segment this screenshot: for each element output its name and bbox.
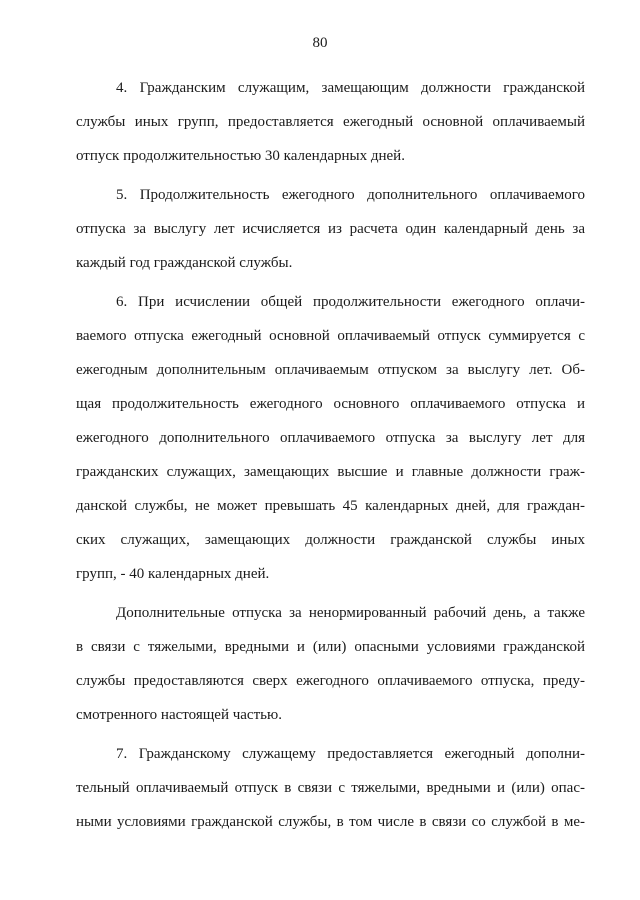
text-line: смотренного настоящей частью. [76, 707, 282, 723]
text-line: ежегодного дополнительного оплачиваемого отпуска за выслугу лет для [76, 430, 585, 446]
text-line: 4. Гражданским служащим, замещающим должности гражданской [116, 80, 585, 96]
text-line: ских служащих, замещающих должности гражданской службы иных [76, 532, 585, 548]
text-line: групп, - 40 календарных дней. [76, 566, 270, 582]
paragraph-6 [76, 285, 585, 591]
paragraph-4 [76, 71, 585, 173]
document-body [76, 71, 585, 839]
text-line: щая продолжительность ежегодного основного оплачиваемого отпуска и [76, 396, 585, 412]
text-line: данской службы, не может превышать 45 календарных дней, для граждан- [76, 498, 585, 514]
text-line: ежегодным дополнительным оплачиваемым отпуском за выслугу лет. Об- [76, 362, 585, 378]
text-line: в связи с тяжелыми, вредными и (или) опасными условиями гражданской [76, 639, 585, 655]
text-line: Дополнительные отпуска за ненормированный рабочий день, а также [116, 605, 585, 621]
text-line: отпуск продолжительностью 30 календарных дней. [76, 148, 405, 164]
text-line: отпуска за выслугу лет исчисляется из расчета один календарный день за [76, 221, 585, 237]
paragraph-5 [76, 178, 585, 280]
text-line: службы иных групп, предоставляется ежегодный основной оплачиваемый [76, 114, 585, 130]
page-number: 80 [312, 35, 328, 51]
text-line: ными условиями гражданской службы, в том числе в связи со службой в ме- [76, 814, 585, 830]
text-line: 6. При исчислении общей продолжительности ежегодного оплачи- [116, 294, 585, 310]
text-line: службы предоставляются сверх ежегодного оплачиваемого отпуска, преду- [76, 673, 585, 689]
text-line: тельный оплачиваемый отпуск в связи с тяжелыми, вредными и (или) опас- [76, 780, 585, 796]
text-line: гражданских служащих, замещающих высшие и главные должности граж- [76, 464, 585, 480]
text-line: 7. Гражданскому служащему предоставляется ежегодный дополни- [116, 746, 585, 762]
text-line: каждый год гражданской службы. [76, 255, 293, 271]
paragraph-7 [76, 737, 585, 839]
text-line: ваемого отпуска ежегодный основной оплачиваемый отпуск суммируется с [76, 328, 585, 344]
text-line: 5. Продолжительность ежегодного дополнительного оплачиваемого [116, 187, 585, 203]
paragraph-additional-leave [76, 596, 585, 732]
